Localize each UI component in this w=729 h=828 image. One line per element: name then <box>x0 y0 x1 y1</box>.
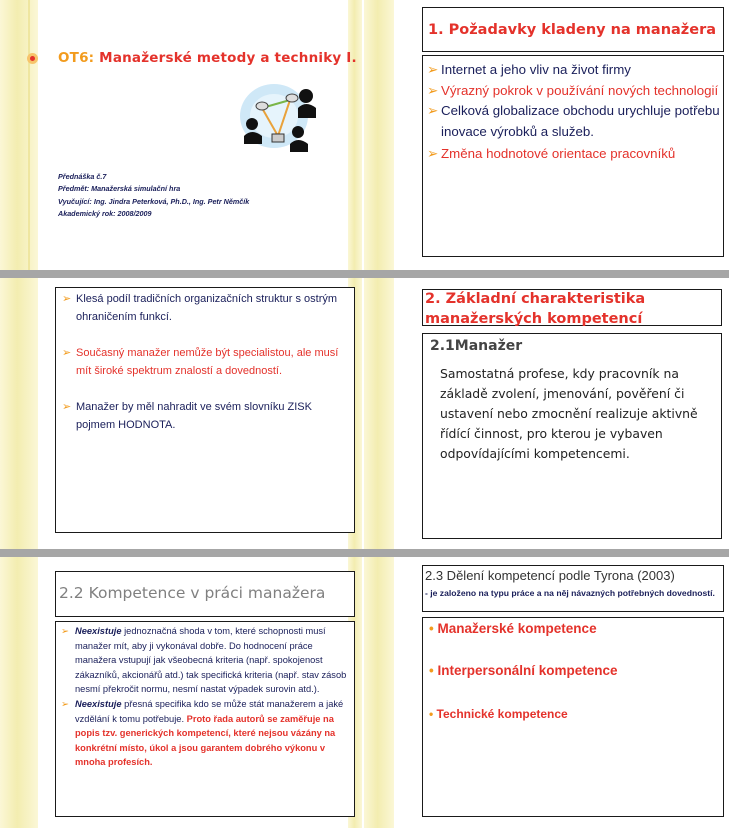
slide-right-band <box>348 0 362 270</box>
bullet-dot-icon: • <box>429 707 434 721</box>
slide-left-band <box>364 557 394 828</box>
slide-content-box <box>422 55 724 257</box>
slide-title: 1. Požadavky kladeny na manažera <box>428 22 717 38</box>
slide-left-band <box>364 278 394 549</box>
slide-title: 2.3 Dělení kompetencí podle Tyrona (2003) <box>425 568 675 583</box>
lecturers: Vyučující: Ing. Jindra Peterková, Ph.D., Ing. Petr Němčík <box>58 196 250 206</box>
slide-subtitle: - je založeno na typu práce a na něj návazných potřebných dovedností. <box>425 588 715 598</box>
list-item: • Technické kompetence <box>429 707 568 721</box>
list-item: ➢ Neexistuje přesná specifika kdo se může stát manažerem a jaké vzdělání k tomu potřebuje. Proto řada autorů se zaměřuje na popis tzv. generických kompetencí, které nejsou vázány na konkrétní místo, úkol a jsou garantem dobrého výkonu v mnoha profesích. <box>61 698 344 768</box>
title-bullet-dot-inner <box>30 56 35 61</box>
list-item: ➢ Celková globalizace obchodu urychluje potřebu inovace výrobků a služeb. <box>427 103 720 139</box>
slide-content-box <box>422 617 724 817</box>
arrow-bullet-icon: ➢ <box>62 293 72 305</box>
bullet-list <box>61 624 351 770</box>
slide-content-box <box>55 287 355 533</box>
slide-title-box <box>422 565 724 612</box>
list-item: ➢ Výrazný pokrok v používání nových technologií <box>427 81 723 102</box>
slide-title-box <box>422 289 722 326</box>
list-item: ➢ Současný manažer nemůže být specialistou, ale musí mít široké spektrum znalostí a dovedností. <box>62 344 350 380</box>
bullet-dot-icon: • <box>429 663 434 678</box>
list-item: ➢ Změna hodnotové orientace pracovníků <box>427 144 723 165</box>
slide-content-box <box>55 621 355 817</box>
network-clipart-image <box>232 78 328 156</box>
bullet-list <box>62 290 350 434</box>
slide-left-band <box>0 557 38 828</box>
list-item: ➢ Internet a jeho vliv na život firmy <box>427 60 723 81</box>
slide-requirements <box>364 0 729 270</box>
arrow-bullet-icon: ➢ <box>62 401 72 413</box>
slide-title: 2.2 Kompetence v práci manažera <box>59 584 326 602</box>
arrow-bullet-icon: ➢ <box>427 82 439 98</box>
list-item: • Manažerské kompetence <box>429 621 597 636</box>
slide-title-box <box>422 7 724 52</box>
presentation-title <box>58 50 357 66</box>
arrow-bullet-icon: ➢ <box>61 698 69 709</box>
slide-title: 2. Základní charakteristika manažerských kompetencí <box>425 291 646 327</box>
arrow-bullet-icon: ➢ <box>427 146 439 162</box>
slide-left-band <box>0 0 38 270</box>
slide-left-band <box>0 278 38 549</box>
slide-title-box <box>55 571 355 617</box>
slide-manager-competence <box>0 557 362 828</box>
lecture-info <box>58 171 249 221</box>
slide-competences-basic <box>364 278 729 549</box>
list-item: ➢ Manažer by měl nahradit ve svém slovníku ZISK pojmem HODNOTA. <box>62 398 350 434</box>
course-name: Předmět: Manažerská simulační hra <box>58 184 181 194</box>
bullet-dot-icon: • <box>429 621 434 636</box>
list-item: ➢ Klesá podíl tradičních organizačních struktur s ostrým ohraničením funkcí. <box>62 290 350 326</box>
slide-title <box>0 0 362 270</box>
section-subtitle: 2.1Manažer <box>430 338 523 354</box>
arrow-bullet-icon: ➢ <box>61 626 69 636</box>
academic-year: Akademický rok: 2008/2009 <box>58 209 152 219</box>
slide-left-band <box>364 0 394 270</box>
section-body: Samostatná profese, kdy pracovník na základě zvolení, jmenování, pověření či ustavení nebo zmocnění realizuje aktivně řídící činnost, pro kterou je vybaven odpovídajícími kompetencemi. <box>440 366 698 461</box>
row-separator-1 <box>0 270 729 278</box>
title-prefix: OT6: <box>58 50 95 66</box>
lecture-number: Přednáška č.7 <box>58 172 107 181</box>
slide-tyron-classification <box>364 557 729 828</box>
arrow-bullet-icon: ➢ <box>427 103 439 119</box>
bullet-list <box>427 60 723 165</box>
slide-content-box <box>422 333 722 539</box>
row-separator-2 <box>0 549 729 557</box>
title-rest: Manažerské metody a techniky I. <box>94 50 357 66</box>
slide-stripe <box>28 0 30 270</box>
arrow-bullet-icon: ➢ <box>427 62 439 77</box>
arrow-bullet-icon: ➢ <box>62 347 72 359</box>
list-item: ➢ Neexistuje jednoznačná shoda v tom, které schopnosti musí manažer mít, aby ji vykonával dobře. Do hodnocení práce manažera vstupují jak všeobecná kriteria (např. spokojenost zákazníků, akcionářů atd.) tak specifická kriteria (např. stav zásob nesmí překročit normu, nesmí nastat výpadek surovin atd.). <box>61 626 347 695</box>
slide-structures <box>0 278 362 549</box>
list-item: • Interpersonální kompetence <box>429 663 618 678</box>
